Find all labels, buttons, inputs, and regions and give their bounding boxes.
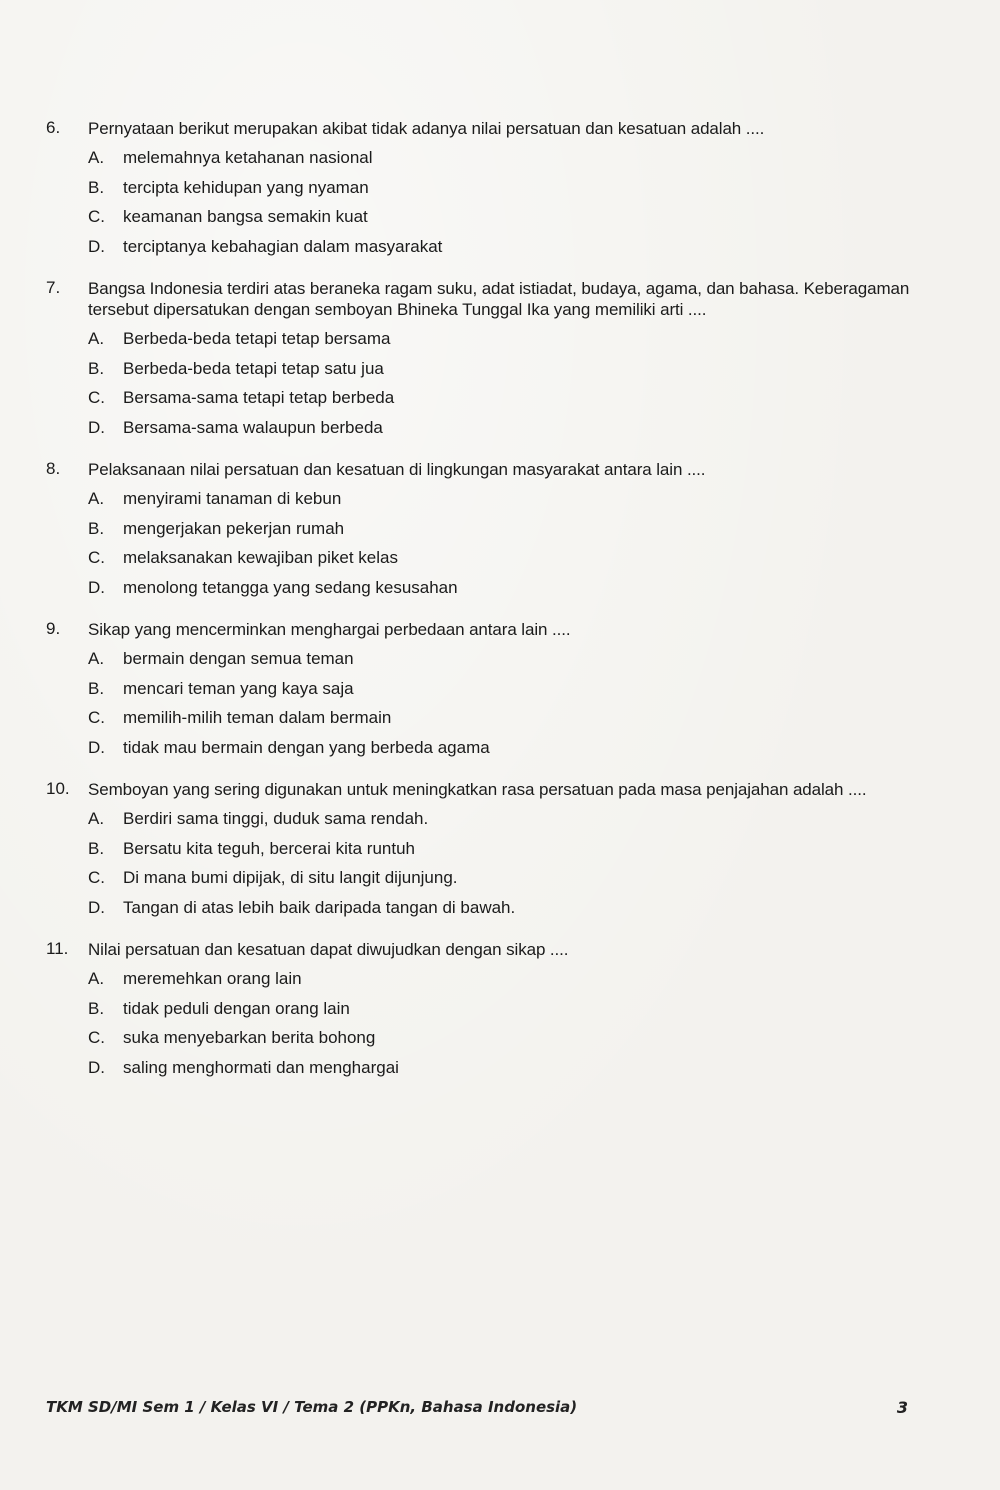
option-text: Berbeda-beda tetapi tetap bersama: [123, 329, 391, 348]
option-text: tercipta kehidupan yang nyaman: [123, 177, 369, 197]
option-a: [88, 328, 916, 358]
option-c: [88, 707, 916, 737]
option-list: [88, 328, 916, 446]
option-letter: C.: [88, 388, 105, 407]
option-text: terciptanya kebahagian dalam masyarakat: [123, 236, 443, 256]
option-text: melemahnya ketahanan nasional: [123, 148, 373, 167]
option-letter: B.: [88, 358, 105, 378]
option-text: suka menyebarkan berita bohong: [123, 1028, 376, 1047]
option-letter: C.: [88, 207, 105, 226]
option-list: [88, 808, 916, 926]
option-letter: C.: [88, 868, 105, 887]
option-letter: A.: [88, 489, 105, 508]
option-letter: C.: [88, 1028, 105, 1047]
option-text: menyirami tanaman di kebun: [123, 489, 342, 508]
option-d: [88, 236, 916, 266]
option-text: Bersatu kita teguh, bercerai kita runtuh: [123, 838, 415, 858]
question-number: 8.: [46, 459, 61, 478]
question-11: [46, 939, 916, 1086]
option-letter: B.: [88, 998, 105, 1018]
option-letter: B.: [88, 177, 105, 197]
option-text: bermain dengan semua teman: [123, 649, 354, 668]
option-b: [88, 678, 916, 708]
option-list: [88, 968, 916, 1086]
option-text: Berdiri sama tinggi, duduk sama rendah.: [123, 809, 429, 828]
question-text: Semboyan yang sering digunakan untuk meningkatkan rasa persatuan pada masa penjajahan adalah ....: [88, 780, 867, 799]
question-number: 6.: [46, 118, 61, 137]
option-letter: D.: [88, 577, 105, 597]
question-text: Bangsa Indonesia terdiri atas beraneka ragam suku, adat istiadat, budaya, agama, dan bahasa. Keberagaman tersebut dipersatukan dengan semboyan Bhineka Tunggal Ika yang memiliki arti ....: [88, 279, 910, 319]
question-text: Nilai persatuan dan kesatuan dapat diwujudkan dengan sikap ....: [88, 940, 569, 959]
option-letter: A.: [88, 969, 105, 988]
option-letter: A.: [88, 649, 105, 668]
option-text: Bersama-sama tetapi tetap berbeda: [123, 388, 395, 407]
option-text: menolong tetangga yang sedang kesusahan: [123, 577, 458, 597]
option-letter: B.: [88, 838, 105, 858]
option-letter: D.: [88, 897, 105, 917]
option-c: [88, 547, 916, 577]
option-text: saling menghormati dan menghargai: [123, 1057, 399, 1077]
option-list: [88, 488, 916, 606]
option-letter: A.: [88, 148, 105, 167]
option-text: keamanan bangsa semakin kuat: [123, 207, 368, 226]
question-number: 7.: [46, 278, 61, 297]
option-c: [88, 206, 916, 236]
option-text: Bersama-sama walaupun berbeda: [123, 417, 383, 437]
option-letter: D.: [88, 417, 105, 437]
option-a: [88, 808, 916, 838]
option-b: [88, 177, 916, 207]
option-letter: B.: [88, 678, 105, 698]
question-text: Sikap yang mencerminkan menghargai perbedaan antara lain ....: [88, 620, 571, 639]
option-c: [88, 1027, 916, 1057]
page-number: 3: [896, 1398, 908, 1417]
option-letter: C.: [88, 548, 105, 567]
option-d: [88, 577, 916, 607]
option-text: memilih-milih teman dalam bermain: [123, 708, 392, 727]
option-letter: A.: [88, 809, 105, 828]
option-letter: A.: [88, 329, 105, 348]
option-text: Di mana bumi dipijak, di situ langit dijunjung.: [123, 868, 458, 887]
option-b: [88, 838, 916, 868]
option-letter: D.: [88, 1057, 105, 1077]
question-7: [46, 278, 916, 446]
option-text: Tangan di atas lebih baik daripada tangan di bawah.: [123, 897, 516, 917]
option-b: [88, 518, 916, 548]
question-8: [46, 459, 916, 606]
option-letter: C.: [88, 708, 105, 727]
question-text: Pelaksanaan nilai persatuan dan kesatuan di lingkungan masyarakat antara lain ....: [88, 460, 706, 479]
option-b: [88, 998, 916, 1028]
option-text: tidak peduli dengan orang lain: [123, 998, 350, 1018]
question-number: 9.: [46, 619, 61, 638]
question-number: 11.: [46, 939, 69, 958]
option-d: [88, 737, 916, 767]
page-footer: [46, 1398, 908, 1417]
option-c: [88, 867, 916, 897]
option-list: [88, 648, 916, 766]
question-list: [46, 118, 916, 1099]
option-d: [88, 417, 916, 447]
option-text: tidak mau bermain dengan yang berbeda agama: [123, 737, 490, 757]
option-letter: D.: [88, 737, 105, 757]
question-10: [46, 779, 916, 926]
option-a: [88, 488, 916, 518]
question-9: [46, 619, 916, 766]
option-text: mengerjakan pekerjan rumah: [123, 518, 345, 538]
option-text: Berbeda-beda tetapi tetap satu jua: [123, 358, 384, 378]
option-b: [88, 358, 916, 388]
option-letter: D.: [88, 236, 105, 256]
question-6: [46, 118, 916, 265]
option-text: melaksanakan kewajiban piket kelas: [123, 548, 398, 567]
option-list: [88, 147, 916, 265]
option-letter: B.: [88, 518, 105, 538]
footer-title: TKM SD/MI Sem 1 / Kelas VI / Tema 2 (PPKn, Bahasa Indonesia): [46, 1398, 578, 1416]
option-d: [88, 897, 916, 927]
question-number: 10.: [46, 779, 70, 798]
question-text: Pernyataan berikut merupakan akibat tidak adanya nilai persatuan dan kesatuan adalah ....: [88, 119, 765, 138]
option-a: [88, 968, 916, 998]
option-c: [88, 387, 916, 417]
option-text: mencari teman yang kaya saja: [123, 678, 354, 698]
option-d: [88, 1057, 916, 1087]
option-a: [88, 147, 916, 177]
option-a: [88, 648, 916, 678]
option-text: meremehkan orang lain: [123, 969, 302, 988]
